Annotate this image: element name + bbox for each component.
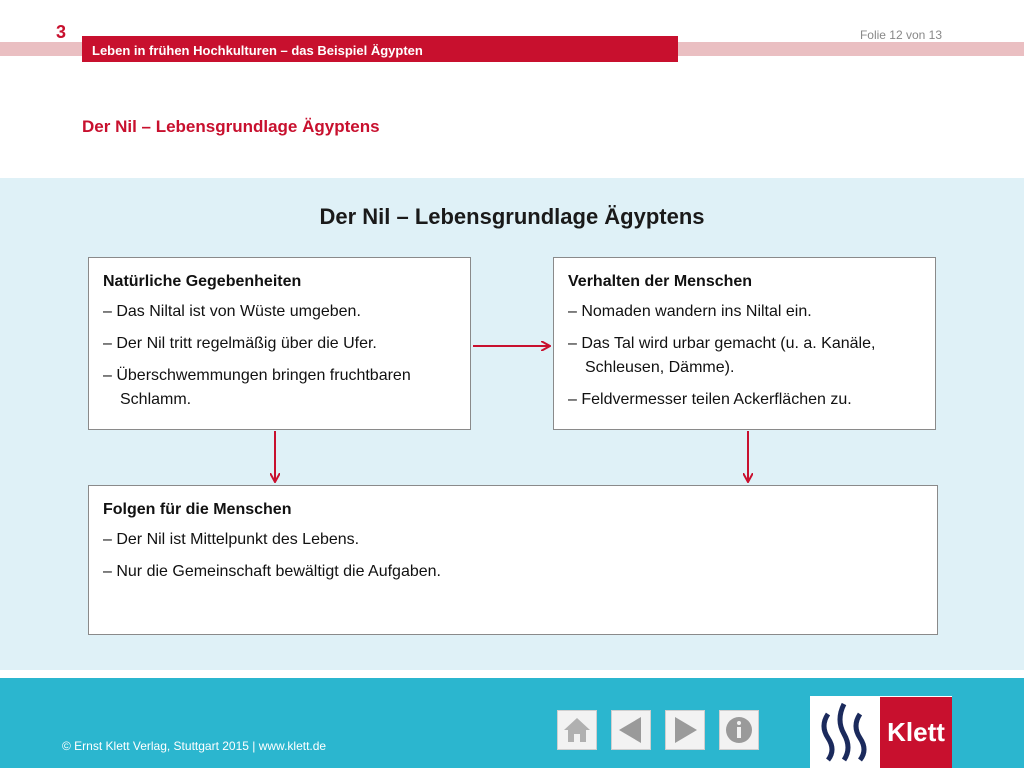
previous-button[interactable] xyxy=(611,710,651,750)
slide-counter: Folie 12 von 13 xyxy=(859,28,942,42)
previous-icon xyxy=(612,711,650,749)
list-item: – Nur die Gemeinschaft bewältigt die Aufgaben. xyxy=(103,563,441,580)
page-title: Der Nil – Lebensgrundlage Ägyptens xyxy=(82,117,380,136)
next-icon xyxy=(666,711,704,749)
list-item: – Nomaden wandern ins Niltal ein. xyxy=(568,303,812,320)
list-item: – Feldvermesser teilen Ackerflächen zu. xyxy=(568,391,852,408)
list-item: – Überschwemmungen bringen fruchtbaren Schlamm. xyxy=(103,367,411,408)
home-icon xyxy=(558,711,596,749)
next-button[interactable] xyxy=(665,710,705,750)
info-icon xyxy=(720,711,758,749)
list-item: – Das Niltal ist von Wüste umgeben. xyxy=(103,303,361,320)
list-item: – Das Tal wird urbar gemacht (u. a. Kanäle, Schleusen, Dämme). xyxy=(568,335,876,376)
klett-emblem-icon xyxy=(810,696,878,768)
diagram-title: Der Nil – Lebensgrundlage Ägyptens xyxy=(319,204,705,229)
copyright-text: © Ernst Klett Verlag, Stuttgart 2015 | www.klett.de xyxy=(62,739,327,753)
box-heading: Folgen für die Menschen xyxy=(103,501,292,518)
klett-logo-text: Klett xyxy=(880,697,952,768)
box-heading: Verhalten der Menschen xyxy=(568,273,753,290)
banner-text: Leben in frühen Hochkulturen – das Beispiel Ägypten xyxy=(92,43,423,58)
info-button[interactable] xyxy=(719,710,759,750)
home-button[interactable] xyxy=(557,710,597,750)
chapter-number: 3 xyxy=(56,22,67,42)
list-item: – Der Nil tritt regelmäßig über die Ufer. xyxy=(103,335,377,352)
box-heading: Natürliche Gegebenheiten xyxy=(103,273,302,290)
list-item: – Der Nil ist Mittelpunkt des Lebens. xyxy=(103,531,360,548)
